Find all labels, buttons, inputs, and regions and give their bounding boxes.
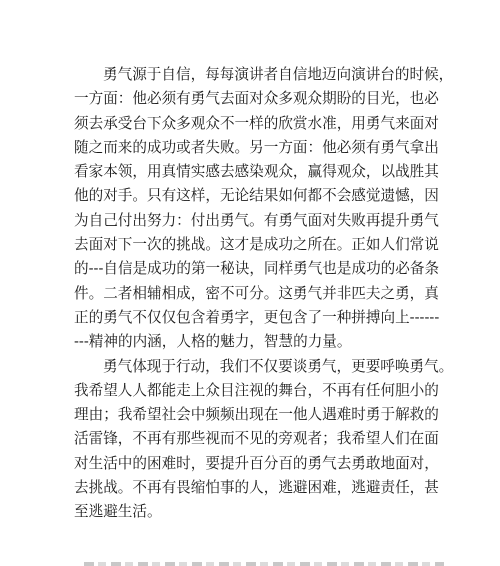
cropped-text-fragment (84, 562, 444, 566)
paragraph-line: 一方面：他必须有勇气去面对众多观众期盼的目光，也必 (74, 90, 439, 108)
paragraph-line: 勇气源于自信，每每演讲者自信地迈向演讲台的时候， (103, 66, 454, 83)
paragraph-line: 件。二者相辅相成，密不可分。这勇气并非匹夫之勇，真 (74, 284, 439, 302)
paragraph-line: 须去承受台下众多观众不一样的欣赏水准，用勇气来面对 (74, 114, 439, 132)
paragraph-line: 去挑战。不再有畏缩怕事的人，逃避困难，逃避责任，甚 (74, 479, 439, 497)
paragraph-line: 的---自信是成功的第一秘诀，同样勇气也是成功的必备条 (74, 260, 440, 278)
paragraph-line: 我希望人人都能走上众目注视的舞台，不再有任何胆小的 (74, 381, 439, 399)
paragraph-line: 为自己付出努力：付出勇气。有勇气面对失败再提升勇气 (74, 211, 439, 229)
paragraph-line: ---精神的内涵，人格的魅力，智慧的力量。 (74, 333, 352, 351)
paragraph-2 (74, 355, 454, 525)
paragraph-line: 勇气体现于行动，我们不仅要谈勇气，更要呼唤勇气。 (103, 357, 454, 375)
paragraph-line: 他的对手。只有这样，无论结果如何都不会感觉遗憾，因 (74, 187, 439, 205)
paragraph-line: 至逃避生活。 (74, 503, 162, 521)
paragraph-line: 正的勇气不仅仅包含着勇字，更包含了一种拼搏向上------ (74, 308, 440, 326)
paragraph-1 (74, 63, 454, 355)
paragraph-line: 随之而来的成功或者失败。另一方面：他必须有勇气拿出 (74, 138, 439, 156)
paragraph-line: 对生活中的困难时，要提升百分百的勇气去勇敢地面对， (74, 454, 439, 472)
paragraph-line: 活雷锋，不再有那些视而不见的旁观者；我希望人们在面 (74, 430, 439, 448)
cropped-next-line (84, 556, 444, 566)
paragraph-line: 去面对下一次的挑战。这才是成功之所在。正如人们常说 (74, 236, 439, 254)
paragraph-line: 看家本领，用真情实感去感染观众，赢得观众，以战胜其 (74, 163, 439, 181)
document-body (74, 63, 454, 525)
paragraph-line: 理由；我希望社会中频频出现在一他人遇难时勇于解救的 (74, 406, 439, 424)
